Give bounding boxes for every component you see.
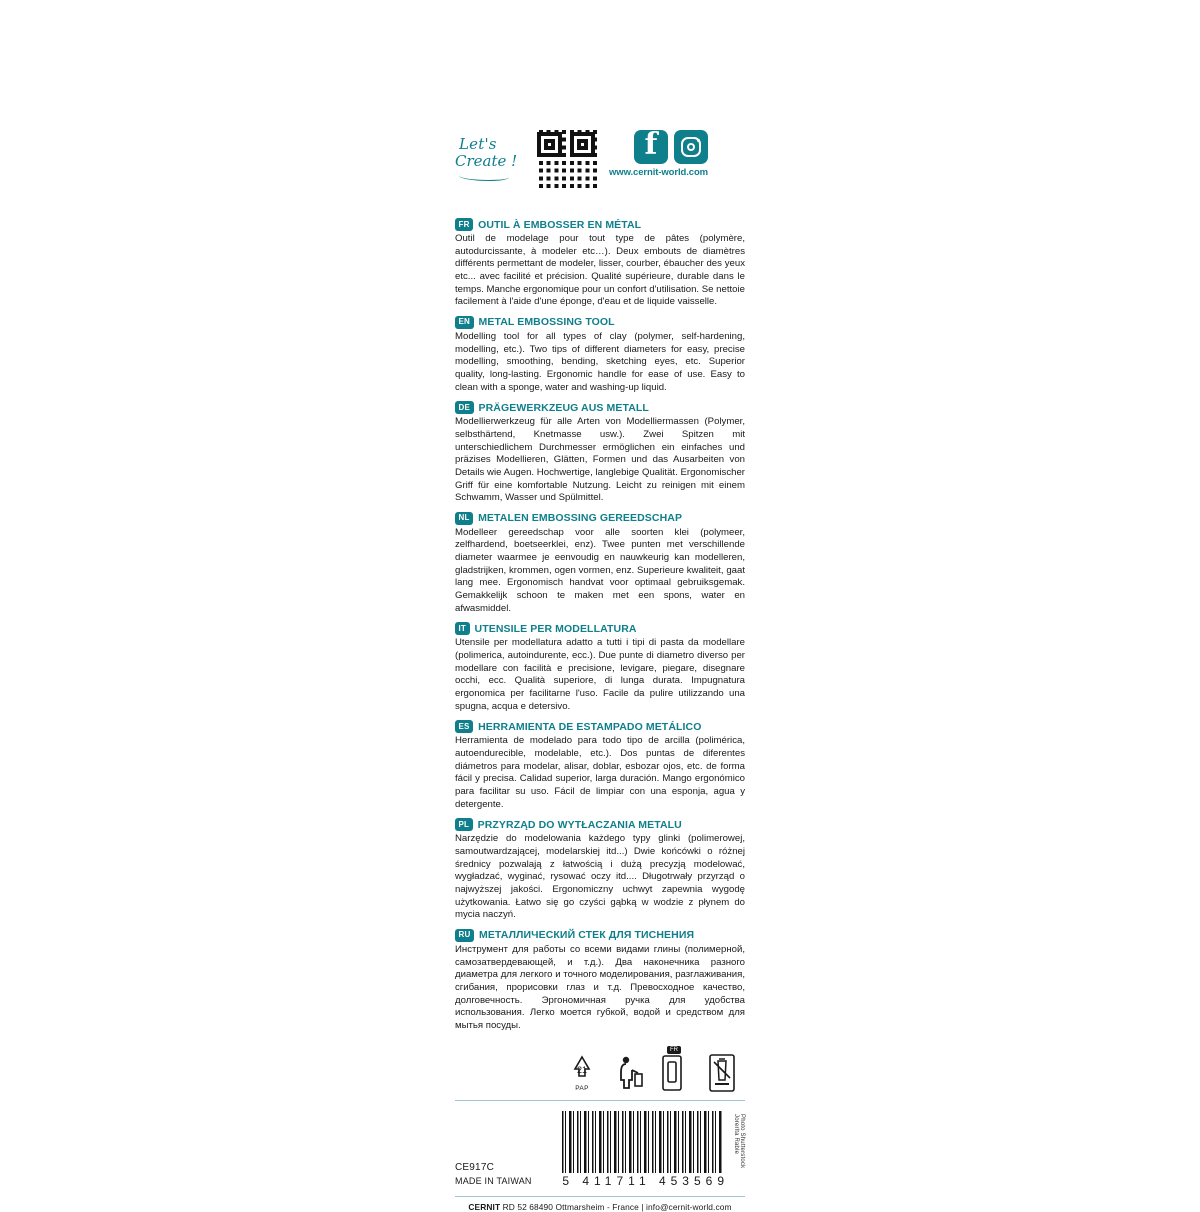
- tidyman-icon: [613, 1054, 647, 1094]
- social-block: [609, 130, 708, 178]
- product-description: Narzędzie do modelowania każdego typy glinki (polimerowej, samoutwardzającej, modelarskiej itd...) Dwie końcówki o różnej średnicy pozwalają z łatwością i dużą precyzją modelować, wygładzać, wyginać, rysować oczy itd.... Długotrwały przyrząd o najwyższej jakości. Ergonomiczny uchwyt zapewnia wygodę użytkowania. Łatwo się go czyści gąbką w wodzie z płynem do mycia naczyń.: [455, 833, 745, 921]
- barcode-digits: 5 411711 453569: [562, 1174, 729, 1189]
- bottom-info: [455, 1111, 745, 1188]
- instagram-dot: [697, 139, 700, 142]
- logo-swoosh: [459, 172, 509, 181]
- product-title: PRÄGEWERKZEUG AUS METALL: [478, 401, 649, 414]
- product-title: UTENSILE PER MODELLATURA: [474, 622, 637, 635]
- eco-icons-row: [565, 1048, 745, 1094]
- block-head: [455, 512, 745, 525]
- company-address-rest: RD 52 68490 Ottmarsheim - France | info@cernit-world.com: [500, 1202, 732, 1212]
- sku-block: [455, 1161, 532, 1189]
- instagram-icon[interactable]: [674, 130, 708, 164]
- content-panel: [455, 130, 745, 1212]
- language-badge: RU: [455, 929, 474, 942]
- photo-credit: Photo Shutterstock Jorerlta Rable: [733, 1114, 745, 1169]
- language-blocks: [455, 218, 745, 1032]
- language-badge: NL: [455, 512, 473, 525]
- language-block-de: [455, 401, 745, 505]
- weee-crossed-bin-icon: [709, 1054, 743, 1094]
- language-block-es: [455, 720, 745, 811]
- language-badge: IT: [455, 622, 470, 635]
- product-description: Herramienta de modelado para todo tipo de arcilla (polimérica, autoendurecible, modelable, etc.). Dos puntas de diferentes diámetros para modelar, alisar, doblar, esbozar ojos, etc. de forma fácil y precisa. Calidad superior, larga duración. Mango ergonómico para facilitar su uso. Fácil de limpiar con una esponja, agua y detergente.: [455, 735, 745, 810]
- company-name: CERNIT: [468, 1202, 501, 1212]
- pap-recycling-icon: [565, 1054, 599, 1094]
- lets-create-logo: [455, 130, 527, 181]
- logo-line-2: Create !: [455, 152, 518, 171]
- language-badge: PL: [455, 818, 473, 831]
- product-title: METAL EMBOSSING TOOL: [478, 316, 615, 329]
- facebook-icon[interactable]: [634, 130, 668, 164]
- logo-line-1: Let's: [459, 135, 497, 153]
- website-url[interactable]: www.cernit-world.com: [609, 167, 708, 178]
- block-head: [455, 818, 745, 831]
- product-title: МЕТАЛЛИЧЕСКИЙ СТЕК ДЛЯ ТИСНЕНИЯ: [478, 929, 695, 942]
- header: [455, 130, 745, 208]
- block-head: [455, 720, 745, 733]
- svg-text:21: 21: [576, 1065, 588, 1076]
- product-description: Инструмент для работы со всеми видами глины (полимерной, самозатвердевающей, и т.д.). Два наконечника разного диаметра для легкого и точного моделирования, разглаживания, сгибания, прорисовки глаз и т.д. Превосходное качество, долговечность. Эргономичная ручка для удобства использования. Легко моется губкой, водой и средством для мытья посуды.: [455, 943, 745, 1031]
- product-title: METALEN EMBOSSING GEREEDSCHAP: [478, 512, 683, 525]
- sku-code: CE917C: [455, 1161, 494, 1173]
- instagram-lens: [687, 143, 695, 151]
- language-block-ru: [455, 929, 745, 1033]
- language-badge: ES: [455, 720, 473, 733]
- block-head: [455, 401, 745, 414]
- sorting-bin-icon: [661, 1047, 695, 1094]
- barcode: [562, 1111, 722, 1173]
- block-head: [455, 316, 745, 329]
- product-title: PRZYRZĄD DO WYTŁACZANIA METALU: [477, 818, 682, 831]
- product-description: Outil de modelage pour tout type de pâtes (polymère, autodurcissante, à modeler etc…). Deux embouts de diamètres différents permettant de modeler, lisser, courber, ébaucher des yeux etc... avec facilité et précision. Qualité supérieure, durable dans le temps. Manche ergonomique pour un confort d'utilisation. Se nettoie facilement à l'aide d'une éponge, d'eau et de liquide vaisselle.: [455, 233, 745, 308]
- divider-top: [455, 1100, 745, 1101]
- product-description: Modellierwerkzeug für alle Arten von Modelliermassen (Polymer, selbsthärtend, Knetmasse usw.). Zwei Spitzen mit unterschiedlichem Durchmesser ermöglichen ein einfaches und präzises Modellieren, Glätten, Formen und das Ausarbeiten von Details wie Augen. Hochwertige, langlebige Qualität. Ergonomischer Griff für eine komfortable Nutzung. Leicht zu reinigen mit einem Schwamm, Wasser und Spülmittel.: [455, 416, 745, 504]
- company-address: [455, 1196, 745, 1212]
- language-block-it: [455, 622, 745, 713]
- language-block-nl: [455, 512, 745, 616]
- country-tag: FR: [667, 1046, 681, 1054]
- language-badge: EN: [455, 316, 474, 329]
- product-description: Modelling tool for all types of clay (polymer, self-hardening, modelling, etc.). Two tips of different diameters for easy, precise modelling, smoothing, bending, sketching eyes, etc. Superior quality, long-lasting. Ergonomic handle for ease of use. Easy to clean with a sponge, water and washing-up liquid.: [455, 330, 745, 393]
- pap-label: PAP: [575, 1085, 589, 1093]
- language-block-pl: [455, 818, 745, 922]
- block-head: [455, 218, 745, 231]
- product-title: OUTIL À EMBOSSER EN MÉTAL: [478, 218, 642, 231]
- product-description: Modelleer gereedschap voor alle soorten klei (polymeer, zelfhardend, boetseerklei, enz). Twee punten met verschillende diameter waarmee je eenvoudig en nauwkeurig kan modelleren, gladstrijken, krommen, ogen vormen, enz. Superieure kwaliteit, gaat lang mee. Ergonomisch handvat voor optimaal gebruiksgemak. Gemakkelijk schoon te maken met een spons, water en afwasmiddel.: [455, 526, 745, 614]
- social-row: [634, 130, 708, 164]
- language-badge: FR: [455, 218, 473, 231]
- product-title: HERRAMIENTA DE ESTAMPADO METÁLICO: [478, 720, 702, 733]
- block-head: [455, 622, 745, 635]
- made-in: MADE IN TAIWAN: [455, 1176, 532, 1187]
- language-block-en: [455, 316, 745, 394]
- qr-code[interactable]: [535, 130, 597, 192]
- language-badge: DE: [455, 401, 474, 414]
- block-head: [455, 929, 745, 942]
- language-block-fr: [455, 218, 745, 309]
- barcode-block: [562, 1111, 745, 1188]
- product-description: Utensile per modellatura adatto a tutti i tipi di pasta da modellare (polimerica, autoindurente, ecc.). Due punte di diametro diverso per modellare con facilità e precisione, levigare, piegare, disegnare occhi, ecc. Qualità superiore, di lunga durata. Impugnatura ergonomica per facilitarne l'uso. Facile da pulire utilizzando una spugna, acqua e detersivo.: [455, 637, 745, 712]
